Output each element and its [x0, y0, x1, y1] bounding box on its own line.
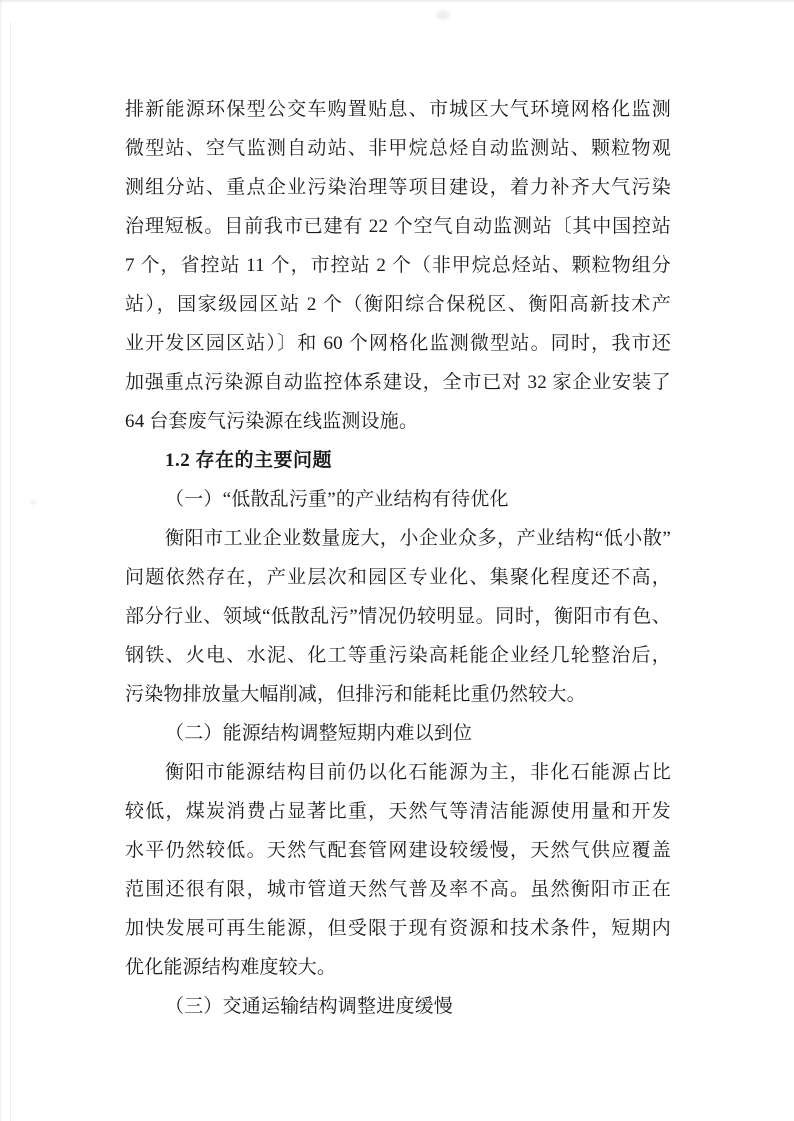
text-line: 1.2 存在的主要问题	[165, 450, 333, 471]
paragraph-subheading	[125, 714, 671, 753]
scan-speck-artifact	[436, 10, 450, 20]
text-line: 测组分站、重点企业污染治理等项目建设，着力补齐大气污染	[125, 177, 671, 198]
text-line: 范围还很有限，城市管道天然气普及率不高。虽然衡阳市正在	[125, 879, 671, 900]
text-line: 较低，煤炭消费占显著比重，天然气等清洁能源使用量和开发	[125, 801, 671, 822]
text-line: 加快发展可再生能源，但受限于现有资源和技术条件，短期内	[125, 918, 671, 939]
text-line: 衡阳市工业企业数量庞大，小企业众多，产业结构“低小散”	[165, 528, 671, 549]
scan-edge-top-artifact	[0, 0, 794, 2]
text-line: （二）能源结构调整短期内难以到位	[165, 723, 473, 744]
text-line: 排新能源环保型公交车购置贴息、市城区大气环境网格化监测	[125, 99, 671, 120]
scan-edge-left-artifact	[0, 0, 3, 1121]
text-line: （三）交通运输结构调整进度缓慢	[165, 996, 454, 1017]
text-line: 优化能源结构难度较大。	[125, 957, 337, 978]
document-text-block	[125, 90, 671, 1026]
text-line: （一）“低散乱污重”的产业结构有待优化	[165, 489, 509, 510]
text-line: 加强重点污染源自动监控体系建设，全市已对 32 家企业安装了	[125, 372, 671, 393]
text-line: 钢铁、火电、水泥、化工等重污染高耗能企业经几轮整治后，	[125, 645, 671, 666]
paragraph-body	[125, 90, 671, 441]
paragraph-body	[125, 753, 671, 987]
text-line: 站），国家级园区站 2 个（衡阳综合保税区、衡阳高新技术产	[125, 294, 671, 315]
text-line: 污染物排放量大幅削减，但排污和能耗比重仍然较大。	[125, 684, 586, 705]
scan-speck-artifact	[30, 500, 36, 505]
text-line: 问题依然存在，产业层次和园区专业化、集聚化程度还不高，	[125, 567, 671, 588]
text-line: 治理短板。目前我市已建有 22 个空气自动监测站〔其中国控站	[125, 216, 671, 237]
text-line: 7 个，省控站 11 个，市控站 2 个（非甲烷总烃站、颗粒物组分	[125, 255, 671, 276]
text-line: 微型站、空气监测自动站、非甲烷总烃自动监测站、颗粒物观	[125, 138, 671, 159]
paragraph-body	[125, 519, 671, 714]
text-line: 部分行业、领域“低散乱污”情况仍较明显。同时，衡阳市有色、	[125, 606, 671, 627]
paragraph-subheading	[125, 480, 671, 519]
paragraph-heading	[125, 441, 671, 480]
text-line: 水平仍然较低。天然气配套管网建设较缓慢，天然气供应覆盖	[125, 840, 671, 861]
text-line: 64 台套废气污染源在线监测设施。	[125, 411, 419, 432]
text-line: 业开发区园区站）〕和 60 个网格化监测微型站。同时，我市还	[125, 333, 671, 354]
scan-fold-line-artifact	[10, 22, 11, 1121]
paragraph-subheading	[125, 987, 671, 1026]
text-line: 衡阳市能源结构目前仍以化石能源为主，非化石能源占比	[165, 762, 671, 783]
